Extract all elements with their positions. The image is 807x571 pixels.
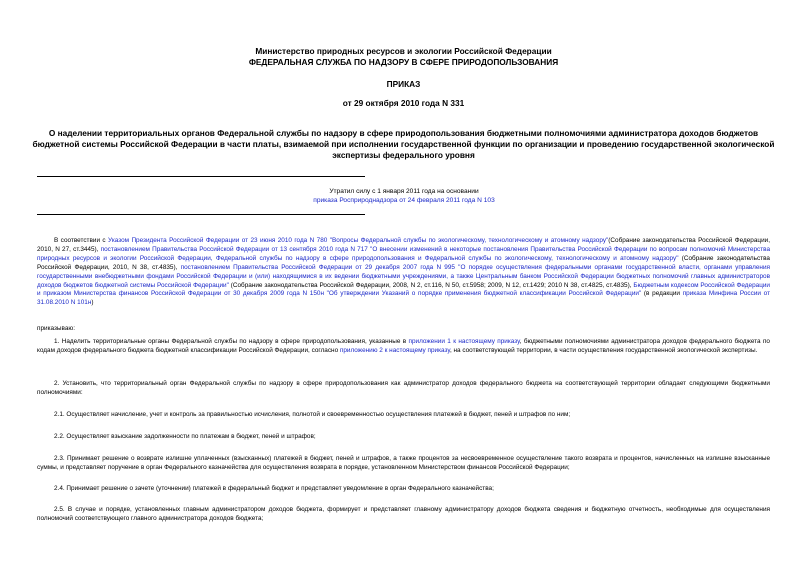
- doc-title: О наделении территориальных органов Федеральной службы по надзору в сфере природопользования бюджетными полномочиями администратора доходов бюджетов бюджетной системы Российской Федерации в части платы, взимаемой при исполнении государственной функции по организации и проведению государственной экологической экспертизы федерального уровня: [32, 128, 775, 160]
- item-2-3: 2.3. Принимает решение о возврате излишне уплаченных (взысканных) платежей в бюджет, пеней и штрафов, а также процентов за несвоевременное осуществление такого возврата и процентов, начисленных на излишне взысканные суммы, и представляет поручение в орган Федерального казначейства для осуществления возврата в порядке, установленном Министерством финансов Российской Федерации;: [37, 455, 770, 471]
- appendix-2-link[interactable]: приложению 2 к настоящему приказу: [339, 346, 450, 354]
- status-note: [240, 187, 568, 205]
- item-text: 1. Наделить территориальные органы Федеральной службы по надзору в сфере природопользования, указанные в: [54, 338, 409, 345]
- preamble-paragraph: [37, 237, 770, 308]
- item-text: , бюджетными полномочиями администратора доходов федерального бюджета по кодам доходов федерального бюджета бюджетной классификации Российской Федерации, согласно: [37, 338, 770, 354]
- preamble-text: В соответствии с: [54, 237, 109, 244]
- order-word: приказываю:: [37, 325, 75, 332]
- government-resolution-717-link[interactable]: постановлением Правительства Российской Федерации от 13 сентября 2010 года N 717 "О внесении изменений в некоторые постановления Правительства Российской Федерации по вопросам полномочий Министерства природных ресурсов и экологии Российской Федерации, Федеральной службы по надзору в сфере природопользования и Федеральной службы по экологическому, технологическому и атомному надзору": [37, 245, 770, 262]
- item-2-5: 2.5. В случае и порядке, установленных главным администратором доходов бюджета, формирует и представляет главному администратору доходов бюджета сведения и бюджетную отчетность, необходимые для осуществления полномочий соответствующего главного администратора доходов бюджета;: [37, 506, 770, 522]
- preamble-text: ): [91, 299, 94, 307]
- item-text: , на соответствующей территории, в части осуществления государственной экологической экспертизы.: [449, 346, 758, 354]
- preamble-text: (Собрание законодательства Российской Федерации, 2010, N 27, ст.3445),: [37, 237, 770, 253]
- government-resolution-995-link[interactable]: постановлением Правительства Российской Федерации от 29 декабря 2007 года N 995 "О порядке осуществления федеральными органами государственной власти, органами управления государственными внебюджетными фондами Российской Федерации и (или) находящимися в их ведении бюджетными учреждениями, а также Центральным банком Российской Федерации бюджетных полномочий главных администраторов доходов бюджетов бюджетной системы Российской Федерации": [37, 263, 770, 289]
- item-2: 2. Установить, что территориальный орган Федеральной службы по надзору в сфере природопользования как администратор доходов федерального бюджета на соответствующей территории обладает следующими бюджетными полномочиями:: [37, 380, 770, 396]
- presidential-decree-link[interactable]: Указом Президента Российской Федерации от 23 июня 2010 года N 780 "Вопросы Федеральной службы по экологическому, технологическому и атомному надзору": [108, 237, 609, 244]
- bottom-divider: [37, 214, 365, 215]
- doc-date: от 29 октября 2010 года N 331: [342, 98, 465, 108]
- item-2-1: 2.1. Осуществляет начисление, учет и контроль за правильностью исчисления, полнотой и своевременностью осуществления платежей в бюджет, пеней и штрафов по ним;: [54, 411, 571, 418]
- budget-code-link[interactable]: Бюджетным кодексом Российской Федерации и приказом Министерства финансов Российской Федерации от 30 декабря 2009 года N 150н "Об утверждении Указаний о порядке применения бюджетной классификации Российской Федерации": [37, 281, 771, 298]
- minfin-order-link[interactable]: приказа Минфина России от 31.08.2010 N 101н: [37, 290, 770, 307]
- preamble-text: (Собрание законодательства Российской Федерации, 2008, N 2, ст.116, N 50, ст.5958; 2009, N 12, ст.1429; 2010 N 38, ст.4825, ст.4835),: [228, 281, 634, 289]
- service-name: ФЕДЕРАЛЬНАЯ СЛУЖБА ПО НАДЗОРУ В СФЕРЕ ПРИРОДОПОЛЬЗОВАНИЯ: [248, 57, 559, 67]
- top-divider: [37, 176, 365, 177]
- status-line: Утратил силу с 1 января 2011 года на основании: [329, 188, 479, 195]
- ministry-name: Министерство природных ресурсов и экологии Российской Федерации: [255, 46, 552, 56]
- doc-type: ПРИКАЗ: [386, 79, 421, 89]
- item-1: [37, 338, 770, 356]
- preamble-text: (Собрание законодательства Российской Федерации, 2010, N 38, ст.4835),: [37, 254, 770, 271]
- appendix-1-link[interactable]: приложении 1 к настоящему приказу: [408, 338, 520, 345]
- repeal-order-link[interactable]: приказа Росприроднадзора от 24 февраля 2011 года N 103: [313, 197, 495, 204]
- item-2-2: 2.2. Осуществляет взыскание задолженности по платежам в бюджет, пеней и штрафов;: [54, 433, 316, 440]
- preamble-text: (в редакции: [641, 290, 683, 298]
- item-2-4: 2.4. Принимает решение о зачете (уточнении) платежей в федеральный бюджет и представляет уведомление в орган Федерального казначейства;: [54, 485, 494, 492]
